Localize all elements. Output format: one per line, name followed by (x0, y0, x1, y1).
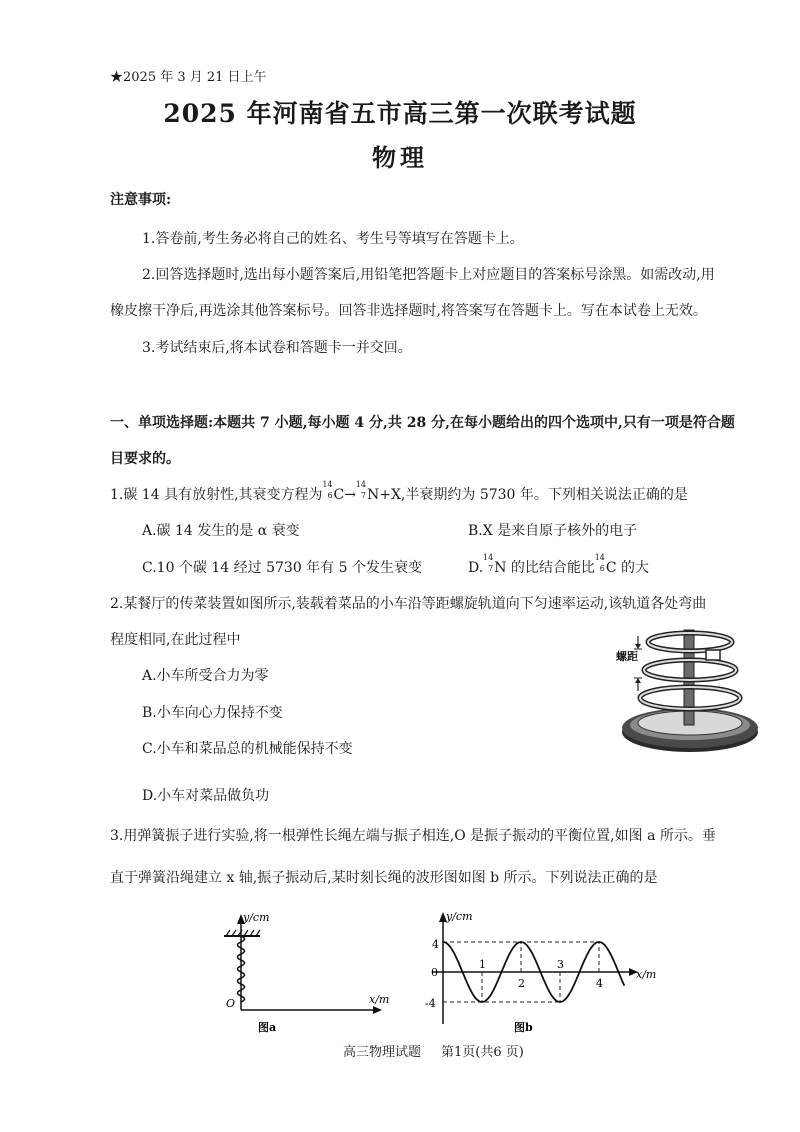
x-tick-label-4: 4 (596, 977, 603, 990)
exam-date-note: ★2025 年 3 月 21 日上午 (110, 70, 267, 85)
c14-notation-d: 14 6 (594, 553, 605, 573)
subject-title: 物理 (372, 143, 428, 172)
footer-page-number: 第1页(共6 页) (441, 1045, 524, 1060)
n14-notation-d: 14 7 (483, 553, 494, 573)
n14-notation: 14 7 (355, 480, 366, 500)
x-tick-label-1: 1 (479, 958, 486, 971)
fig-b-ymin-label: -4 (425, 997, 436, 1010)
figure-a-spring-oscillator (212, 906, 402, 1036)
q3-stem-line2: 直于弹簧沿绳建立 x 轴,振子振动后,某时刻长绳的波形图如图 b 所示。下列说法正确的是 (110, 870, 658, 886)
q3-stem-line1: 3.用弹簧振子进行实验,将一根弹性长绳左端与振子相连,O 是振子振动的平衡位置,如图 a 所示。垂 (110, 828, 716, 844)
q1-stem-a: 1.碳 14 具有放射性,其衰变方程为 (110, 487, 323, 503)
pitch-label: 螺距 (616, 650, 638, 663)
fig-a-origin: O (226, 997, 236, 1010)
notice-item-3: 3.考试结束后,将本试卷和答题卡一并交回。 (142, 340, 412, 356)
fig-b-ylabel: y/cm (446, 910, 473, 923)
q1-option-b: B.X 是来自原子核外的电子 (468, 523, 638, 539)
q2-stem-line1: 2.某餐厅的传菜装置如图所示,装载着菜品的小车沿等距螺旋轨道向下匀速率运动,该轨道各处弯曲 (110, 596, 707, 612)
q1-stem: 1.碳 14 具有放射性,其衰变方程为 14 6 C→ 14 7 N+X,半衰期约为 5730 年。下列相关说法正确的是 (110, 480, 688, 503)
q2-option-b: B.小车向心力保持不变 (142, 705, 283, 721)
fig-b-caption: 图b (514, 1021, 533, 1034)
figure-b-wave-chart (410, 906, 670, 1036)
notice-heading: 注意事项: (110, 192, 172, 208)
fig-b-xlabel: x/m (636, 968, 657, 981)
x-tick-label-3: 3 (557, 958, 564, 971)
q2-option-a: A.小车所受合力为零 (142, 668, 269, 684)
x-tick-label-2: 2 (518, 977, 525, 990)
notice-item-2-cont: 橡皮擦干净后,再选涂其他答案标号。回答非选择题时,将答案写在答题卡上。写在本试卷上无效。 (110, 303, 707, 319)
spiral-track-figure (612, 628, 762, 758)
q2-option-c: C.小车和菜品总的机械能保持不变 (142, 741, 353, 757)
q1-stem-b: +X,半衰期约为 5730 年。下列相关说法正确的是 (379, 487, 688, 503)
fig-b-zero-label: 0 (431, 966, 438, 979)
q1-option-d: D. 14 7 N 的比结合能比 14 6 C 的大 (468, 553, 650, 576)
section-heading-cont: 目要求的。 (110, 451, 180, 467)
c14-notation: 14 6 (322, 480, 333, 500)
section-heading: 一、单项选择题:本题共 7 小题,每小题 4 分,共 28 分,在每小题给出的四个选项中,只有一项是符合题 (110, 415, 735, 431)
exam-title: 2025 年河南省五市高三第一次联考试题 (163, 99, 637, 128)
q1-option-c: C.10 个碳 14 经过 5730 年有 5 个发生衰变 (142, 560, 422, 576)
notice-item-1: 1.答卷前,考生务必将自己的姓名、考生号等填写在答题卡上。 (142, 231, 524, 247)
q2-option-d: D.小车对菜品做负功 (142, 788, 270, 804)
fig-b-ymax-label: 4 (432, 938, 439, 951)
fig-a-ylabel: y/cm (243, 911, 270, 924)
fig-a-caption: 图a (258, 1021, 277, 1034)
footer-subject: 高三物理试题 (343, 1045, 422, 1060)
q2-stem-line2: 程度相同,在此过程中 (110, 632, 241, 648)
fig-a-xlabel: x/m (369, 993, 390, 1006)
q1-option-a: A.碳 14 发生的是 α 衰变 (142, 523, 300, 539)
notice-item-2: 2.回答选择题时,选出每小题答案后,用铅笔把答题卡上对应题目的答案标号涂黑。如需改动,用 (142, 267, 715, 283)
